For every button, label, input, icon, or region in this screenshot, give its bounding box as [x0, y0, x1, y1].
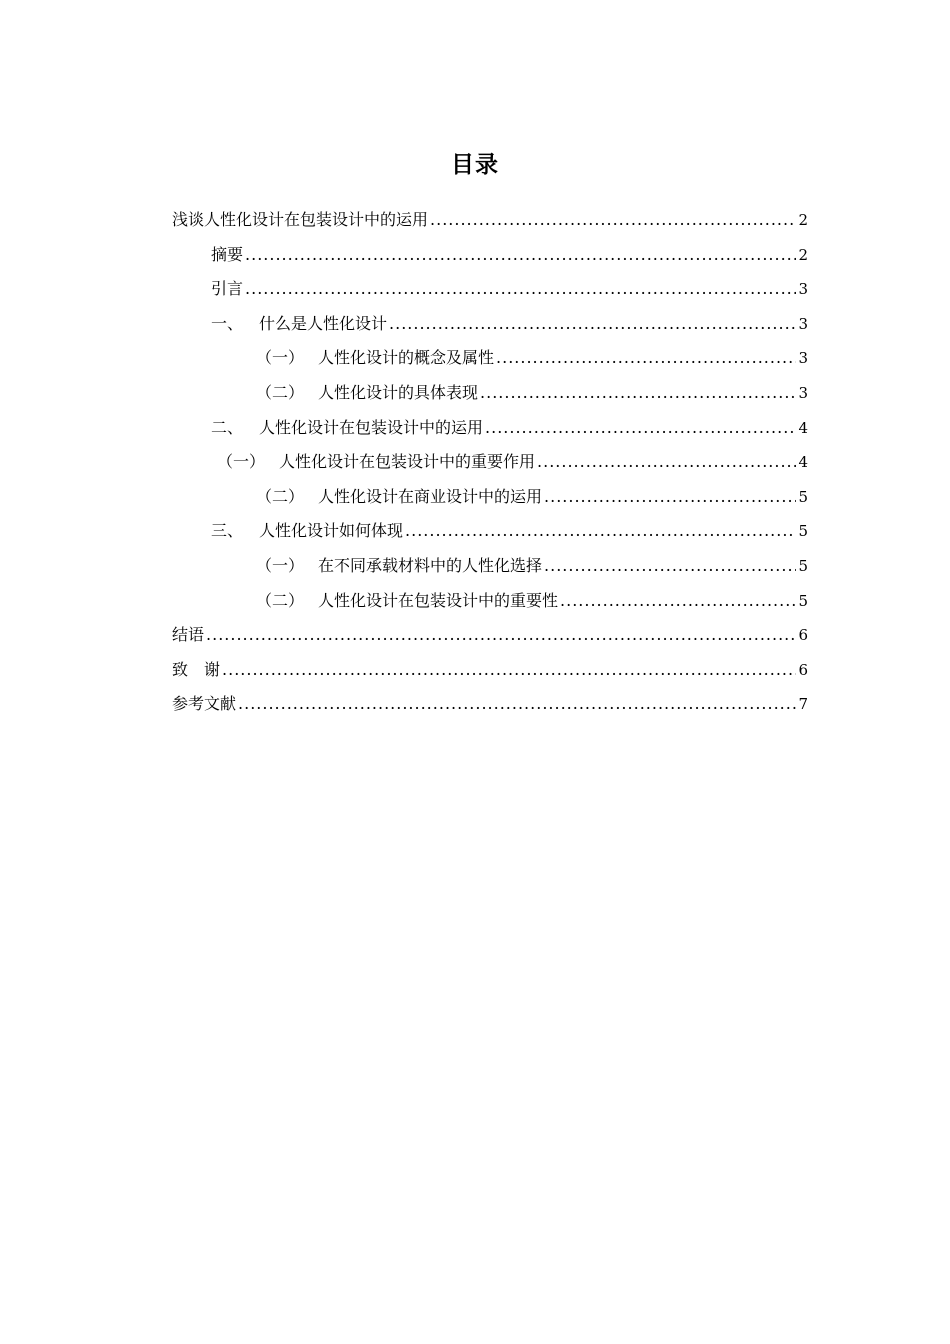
- toc-leader-dots: [480, 376, 796, 411]
- toc-entry-label: 摘要: [211, 244, 244, 264]
- toc-leader-dots: [405, 514, 796, 549]
- toc-leader-dots: [222, 653, 796, 688]
- toc-page-number: 2: [798, 211, 808, 229]
- toc-page-number: 5: [798, 487, 808, 506]
- toc-page-number: 3: [798, 349, 808, 368]
- toc-entry-label: 人性化设计在包装设计中的运用: [259, 417, 484, 437]
- toc-entry-section-3-1[interactable]: [172, 549, 808, 584]
- toc-entry-number: （一）: [256, 348, 305, 368]
- toc-page-number: 5: [798, 522, 808, 541]
- toc-leader-dots: [238, 687, 796, 722]
- toc-entry-label: 引言: [211, 279, 244, 299]
- toc-page-number: 2: [798, 245, 808, 264]
- toc-entry-acknowledgements[interactable]: [172, 653, 808, 688]
- toc-page-number: 6: [798, 626, 808, 645]
- toc-entry-section-2-1[interactable]: [172, 445, 808, 480]
- toc-entry-section-3[interactable]: [172, 514, 808, 549]
- toc-entry-number: （二）: [256, 382, 305, 402]
- toc-entry-number: 二、: [211, 417, 244, 437]
- toc-page-number: 6: [798, 660, 808, 679]
- toc-entry-introduction[interactable]: [172, 272, 808, 307]
- toc-leader-dots: [245, 238, 796, 273]
- toc-leader-dots: [206, 618, 796, 653]
- toc-entry-number: （一）: [256, 555, 305, 575]
- toc-entry-section-3-2[interactable]: [172, 584, 808, 619]
- toc-entry-label: 什么是人性化设计: [259, 313, 388, 333]
- toc-page-number: 5: [798, 556, 808, 575]
- toc-entry-label: 致 谢: [172, 659, 221, 679]
- toc-entry-section-2[interactable]: [172, 411, 808, 446]
- toc-leader-dots: [430, 203, 796, 238]
- toc-entry-conclusion[interactable]: [172, 618, 808, 653]
- toc-leader-dots: [485, 411, 796, 446]
- toc-entry-label: 人性化设计如何体现: [259, 521, 404, 541]
- toc-entry-section-1-1[interactable]: [172, 341, 808, 376]
- toc-entry-section-1[interactable]: [172, 307, 808, 342]
- toc-entry-label: 浅谈人性化设计在包装设计中的运用: [172, 210, 429, 229]
- toc-entry-number: （二）: [256, 486, 305, 506]
- toc-page-number: 4: [798, 453, 808, 472]
- toc-entry-section-2-2[interactable]: [172, 480, 808, 515]
- toc-entry-title[interactable]: [172, 203, 808, 238]
- toc-leader-dots: [544, 480, 796, 515]
- toc-page-number: 3: [798, 383, 808, 402]
- toc-entry-label: 人性化设计的具体表现: [318, 382, 479, 402]
- toc-page-number: 3: [798, 280, 808, 299]
- toc-leader-dots: [389, 307, 796, 342]
- toc-entry-label: 人性化设计在包装设计中的重要作用: [279, 452, 536, 472]
- toc-entry-label: 参考文献: [172, 694, 237, 714]
- toc-entry-number: （一）: [217, 452, 266, 472]
- table-of-contents: [172, 203, 808, 722]
- toc-entry-section-1-2[interactable]: [172, 376, 808, 411]
- toc-entry-number: 一、: [211, 313, 244, 333]
- toc-leader-dots: [560, 584, 796, 619]
- toc-page-number: 7: [798, 695, 808, 714]
- toc-entry-references[interactable]: [172, 687, 808, 722]
- toc-leader-dots: [537, 445, 796, 480]
- toc-entry-abstract[interactable]: [172, 238, 808, 273]
- toc-title: 目录: [451, 152, 499, 178]
- toc-leader-dots: [544, 549, 796, 584]
- toc-entry-number: 三、: [211, 521, 244, 541]
- toc-page-number: 5: [798, 591, 808, 610]
- toc-entry-label: 人性化设计在包装设计中的重要性: [318, 590, 559, 610]
- toc-leader-dots: [496, 341, 796, 376]
- toc-page-number: 3: [798, 314, 808, 333]
- toc-entry-label: 人性化设计在商业设计中的运用: [318, 486, 543, 506]
- toc-entry-label: 结语: [172, 625, 205, 645]
- toc-page-number: 4: [798, 418, 808, 437]
- toc-entry-label: 在不同承载材料中的人性化选择: [318, 555, 543, 575]
- toc-entry-number: （二）: [256, 590, 305, 610]
- toc-leader-dots: [245, 272, 796, 307]
- toc-entry-label: 人性化设计的概念及属性: [318, 348, 495, 368]
